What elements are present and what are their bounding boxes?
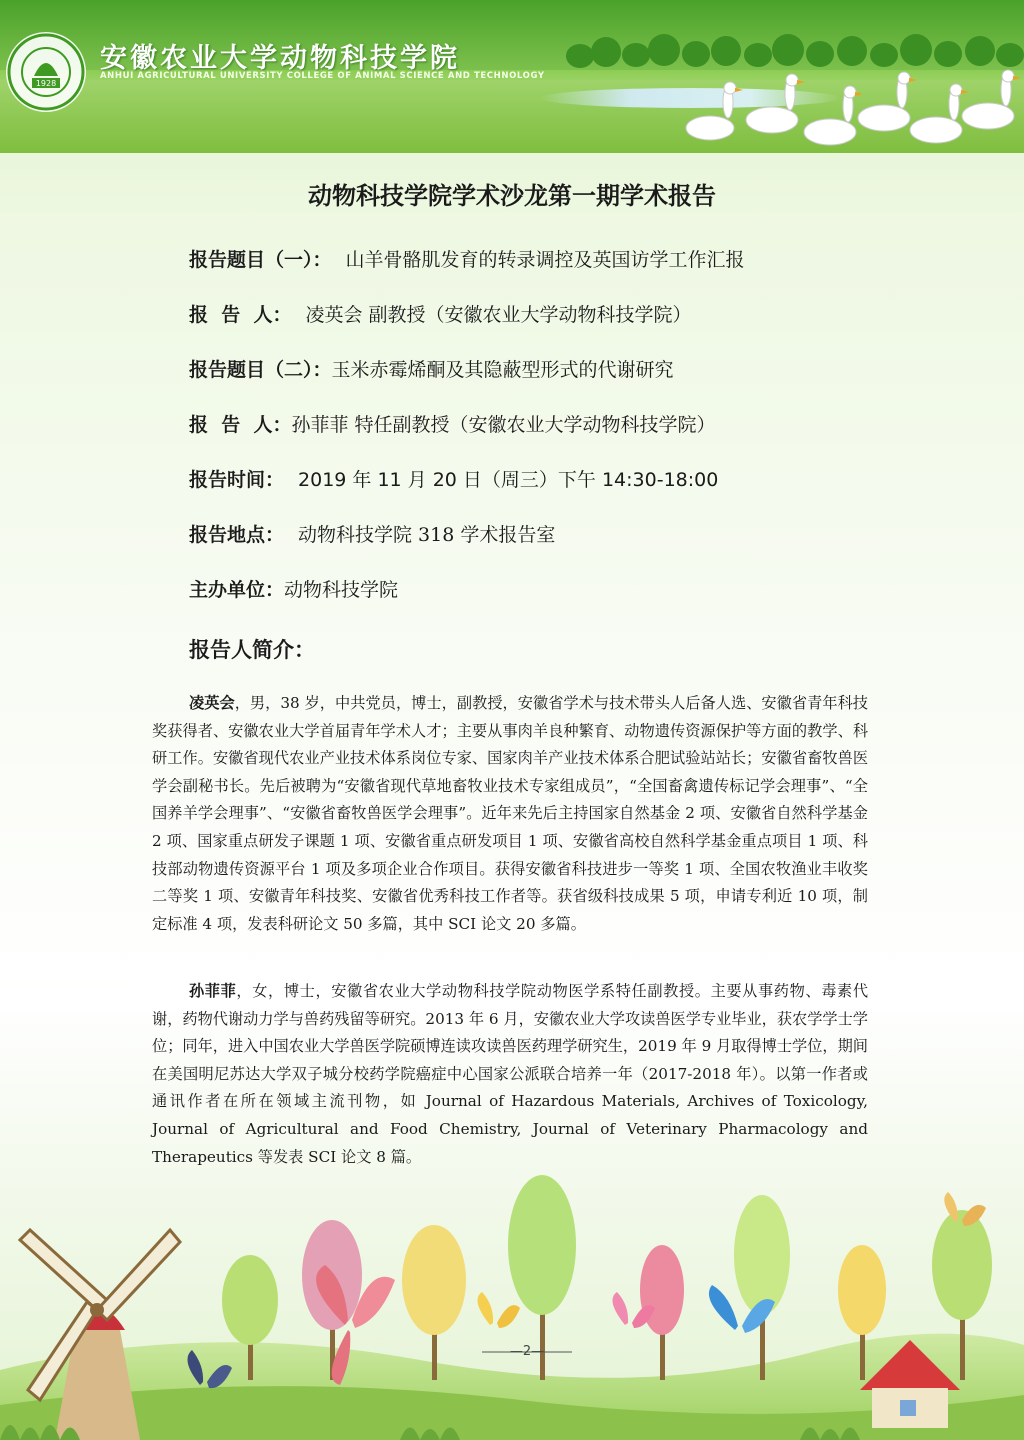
info-value: 动物科技学院	[284, 579, 399, 601]
university-seal-logo	[4, 30, 88, 114]
bio-paragraph-1	[152, 690, 868, 938]
info-row-time	[189, 465, 718, 492]
info-label: 主办单位：	[189, 579, 285, 601]
info-label: 报告题目（一）：	[189, 249, 332, 271]
info-value: 动物科技学院 318 学术报告室	[298, 524, 556, 546]
info-value: 2019 年 11 月 20 日（周三）下午 14:30-18:00	[298, 469, 719, 491]
info-value: 玉米赤霉烯酮及其隐蔽型形式的代谢研究	[331, 359, 674, 381]
page-number: —2—	[509, 1344, 545, 1359]
info-label: 报告时间：	[189, 469, 285, 491]
info-label: 报告地点：	[189, 524, 285, 546]
info-label: 报告题目（二）：	[189, 359, 332, 381]
svg-text:1928: 1928	[35, 79, 57, 88]
speaker-intro-heading: 报告人简介：	[189, 638, 315, 662]
info-row-speaker-2	[189, 410, 716, 437]
bio-paragraph-2	[152, 978, 868, 1171]
bio-text: ，女，博士，安徽省农业大学动物科技学院动物医学系特任副教授。主要从事药物、毒素代谢，药物代谢动力学与兽药残留等研究。2013 年 6 月，安徽农业大学攻读兽医学专业毕业，获农学学士学位；同年，进入中国农业大学兽医学院硕博连读攻读兽医药理学研究生，2019 年 9 月取得博士学位，期间在美国明尼苏达大学双子城分校药学院癌症中心国家公派联合培养一年（2017-2018 年）。以第一作者或通讯作者在所在领域主流刊物，如 Journal of Hazardous Materials, Archives of Toxicology, Journal of Agricultural and Food Chemistry, Journal of Veterinary Pharmacology and Therapeutics 等发表 SCI 论文 8 篇。	[152, 982, 869, 1166]
header-banner	[0, 0, 1024, 153]
butterfly-icon	[478, 1292, 521, 1328]
info-label: 报 告 人：	[189, 414, 292, 436]
info-value: 凌英会 副教授（安徽农业大学动物科技学院）	[305, 304, 692, 326]
footer-illustration	[0, 1170, 1024, 1440]
college-name-cn: 安徽农业大学动物科技学院	[100, 43, 460, 74]
info-row-topic-2	[189, 355, 674, 382]
info-label: 报 告 人：	[189, 304, 292, 326]
info-row-location	[189, 520, 555, 547]
bio-name: 孙菲菲	[189, 982, 237, 1000]
college-name-en: ANHUI AGRICULTURAL UNIVERSITY COLLEGE OF ANIMAL SCIENCE AND TECHNOLOGY	[100, 71, 545, 81]
info-row-speaker-1	[189, 300, 692, 327]
geese-illustration	[680, 58, 1024, 153]
bio-name: 凌英会	[189, 694, 235, 712]
info-row-host	[189, 575, 398, 602]
info-value: 孙菲菲 特任副教授（安徽农业大学动物科技学院）	[291, 414, 716, 436]
info-row-topic-1	[189, 245, 745, 272]
info-value: 山羊骨骼肌发育的转录调控及英国访学工作汇报	[345, 249, 745, 271]
bio-text: ，男，38 岁，中共党员，博士，副教授，安徽省学术与技术带头人后备人选、安徽省青年科技奖获得者、安徽农业大学首届青年学术人才；主要从事肉羊良种繁育、动物遗传资源保护等方面的教学、科研工作。安徽省现代农业产业技术体系岗位专家、国家肉羊产业技术体系合肥试验站站长；安徽省畜牧兽医学会副秘书长。先后被聘为“安徽省现代草地畜牧业技术专家组成员”，“全国畜禽遗传标记学会理事”、“全国养羊学会理事”、“安徽省畜牧兽医学会理事”。近年来先后主持国家自然基金 2 项、安徽省自然科学基金 2 项、国家重点研发子课题 1 项、安徽省重点研发项目 1 项、安徽省高校自然科学基金重点项目 1 项、科技部动物遗传资源平台 1 项及多项企业合作项目。获得安徽省科技进步一等奖 1 项、全国农牧渔业丰收奖二等奖 1 项、安徽青年科技奖、安徽省优秀科技工作者等。获省级科技成果 5 项，申请专利近 10 项，制定标准 4 项，发表科研论文 50 多篇，其中 SCI 论文 20 多篇。	[152, 694, 868, 933]
document-title: 动物科技学院学术沙龙第一期学术报告	[308, 182, 716, 210]
